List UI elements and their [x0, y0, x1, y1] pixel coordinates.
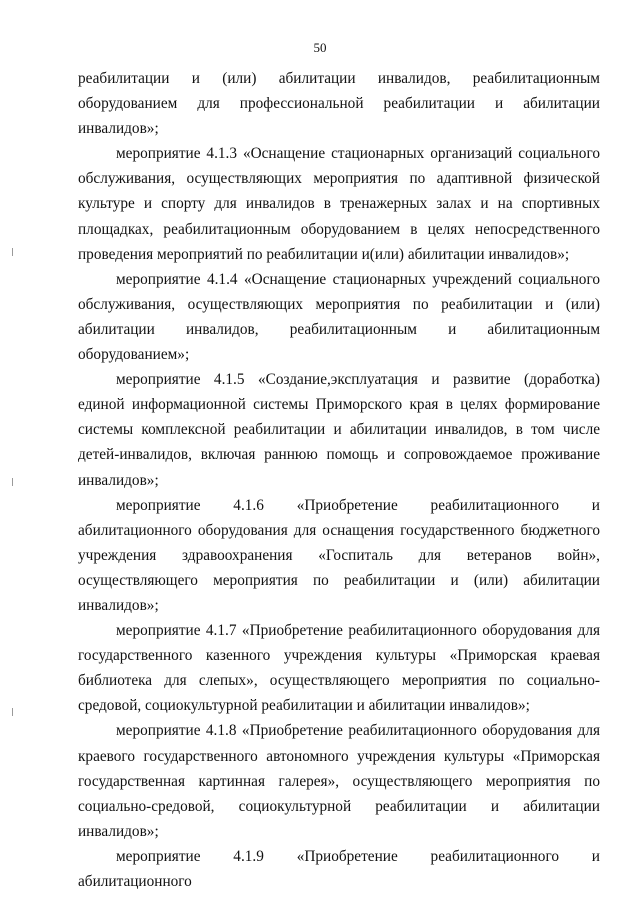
paragraph-measure-4-1-6: мероприятие 4.1.6 «Приобретение реабилитационного и абилитационного оборудования для оснащения государственного бюджетного учреждения здравоохранения «Госпиталь для ветеранов войн», осуществляющего мероприятия по реабилитации и (или) абилитации инвалидов»; — [78, 496, 600, 614]
body-text — [78, 66, 600, 894]
margin-scan-mark — [12, 708, 13, 716]
paragraph-measure-4-1-8: мероприятие 4.1.8 «Приобретение реабилитационного оборудования для краевого государственного автономного учреждения культуры «Приморская государственная картинная галерея», осуществляющего мероприятия по социально-средовой, социокультурной реабилитации и абилитации инвалидов»; — [78, 722, 600, 840]
paragraph-measure-4-1-5: мероприятие 4.1.5 «Создание,эксплуатация и развитие (доработка) единой информационной системы Приморского края в целях формирование системы комплексной реабилитации и абилитации инвалидов, в том числе детей-инвалидов, включая раннюю помощь и сопровождаемое проживание инвалидов»; — [78, 371, 600, 489]
paragraph-measure-4-1-3: мероприятие 4.1.3 «Оснащение стационарных организаций социального обслуживания, осуществляющих мероприятия по адаптивной физической культуре и спорту для инвалидов в тренажерных залах и на спортивных площадках, реабилитационным оборудованием в целях непосредственного проведения мероприятий по реабилитации и(или) абилитации инвалидов»; — [78, 145, 600, 263]
paragraph-measure-4-1-9: мероприятие 4.1.9 «Приобретение реабилитационного и абилитационного — [78, 847, 600, 890]
page-number: 50 — [313, 40, 327, 55]
paragraph-measure-4-1-7: мероприятие 4.1.7 «Приобретение реабилитационного оборудования для государственного казенного учреждения культуры «Приморская краевая библиотека для слепых», осуществляющего мероприятия по социально-средовой, социокультурной реабилитации и абилитации инвалидов»; — [78, 622, 600, 715]
paragraph: реабилитации и (или) абилитации инвалидов, реабилитационным оборудованием для профессиональной реабилитации и абилитации инвалидов»; — [78, 70, 600, 138]
margin-scan-mark — [12, 478, 13, 486]
paragraph-measure-4-1-4: мероприятие 4.1.4 «Оснащение стационарных учреждений социального обслуживания, осуществляющих мероприятия по реабилитации и (или) абилитации инвалидов, реабилитационным и абилитационным оборудованием»; — [78, 270, 600, 364]
margin-scan-mark — [12, 248, 13, 256]
